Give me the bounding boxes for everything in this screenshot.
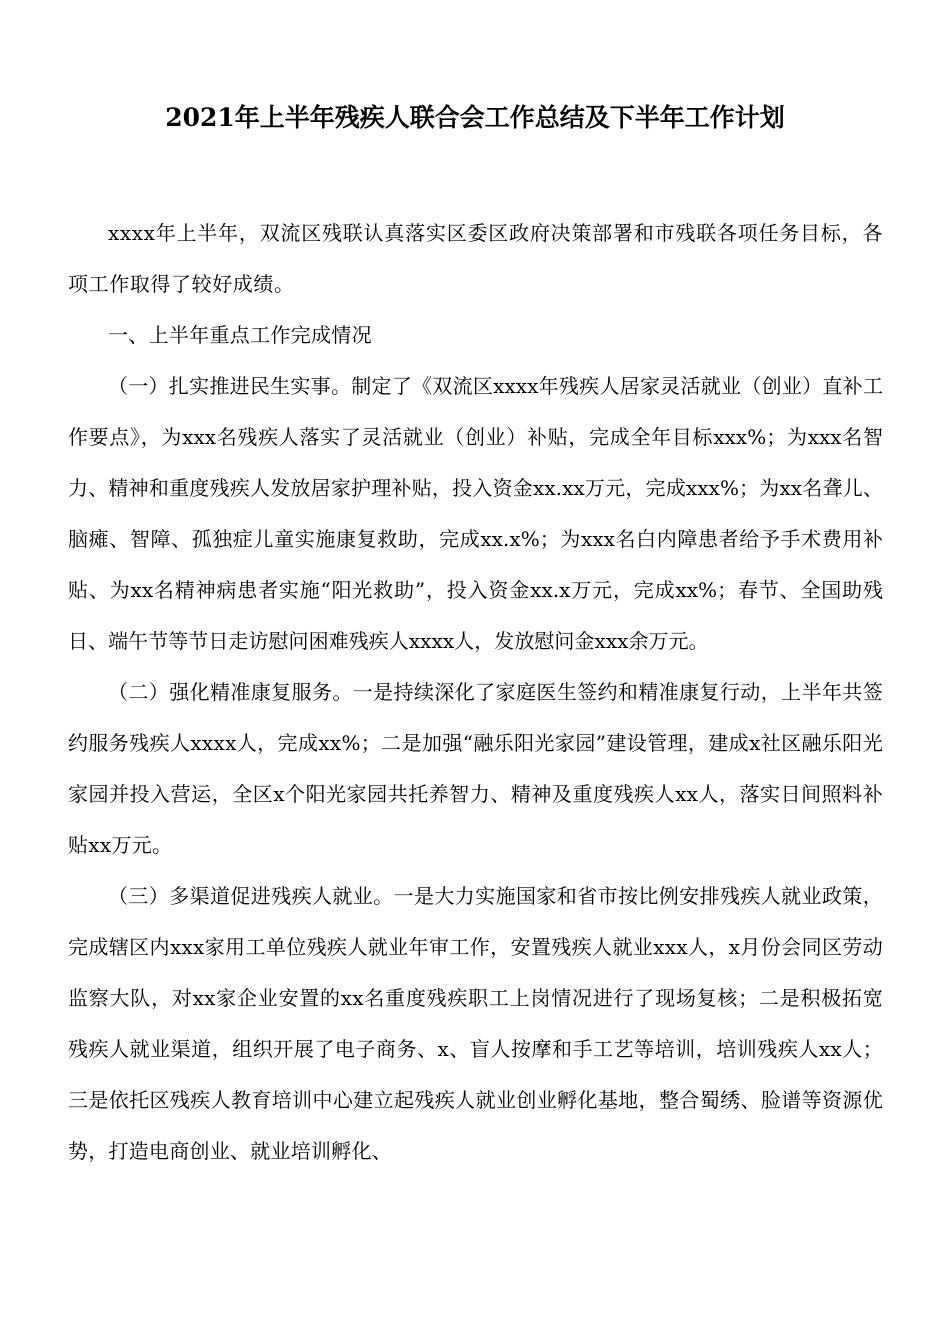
document-body bbox=[68, 208, 883, 1177]
section-heading-1: 一、上半年重点工作完成情况 bbox=[108, 323, 372, 347]
paragraph-item-3: （三）多渠道促进残疾人就业。一是大力实施国家和省市按比例安排残疾人就业政策，完成辖区内xxx家用工单位残疾人就业年审工作，安置残疾人就业xxx人，x月份会同区劳动监察大队，对xx家企业安置的xx名重度残疾职工上岗情况进行了现场复核；二是积极拓宽残疾人就业渠道，组织开展了电子商务、x、盲人按摩和手工艺等培训，培训残疾人xx人；三是依托区残疾人教育培训中心建立起残疾人就业创业孵化基地，整合蜀绣、脸谱等资源优势，打造电商创业、就业培训孵化、 bbox=[68, 884, 883, 1163]
paragraph-item-2: （二）强化精准康复服务。一是持续深化了家庭医生签约和精准康复行动，上半年共签约服务残疾人xxxx人，完成xx%；二是加强“融乐阳光家园”建设管理，建成x社区融乐阳光家园并投入营运，全区x个阳光家园共托养智力、精神及重度残疾人xx人，落实日间照料补贴xx万元。 bbox=[68, 680, 883, 857]
intro-paragraph: xxxx年上半年，双流区残联认真落实区委区政府决策部署和市残联各项任务目标，各项工作取得了较好成绩。 bbox=[68, 221, 883, 296]
document-title: 2021年上半年残疾人联合会工作总结及下半年工作计划 bbox=[165, 103, 785, 132]
paragraph-item-1: （一）扎实推进民生实事。制定了《双流区xxxx年残疾人居家灵活就业（创业）直补工作要点》，为xxx名残疾人落实了灵活就业（创业）补贴，完成全年目标xxx%；为xxx名智力、精神和重度残疾人发放居家护理补贴，投入资金xx.xx万元，完成xxx%；为xx名聋儿、脑瘫、智障、孤独症儿童实施康复救助，完成xx.x%；为xxx名白内障患者给予手术费用补贴、为xx名精神病患者实施“阳光救助”，投入资金xx.x万元，完成xx%；春节、全国助残日、端午节等节日走访慰问困难残疾人xxxx人，发放慰问金xxx余万元。 bbox=[68, 374, 883, 653]
